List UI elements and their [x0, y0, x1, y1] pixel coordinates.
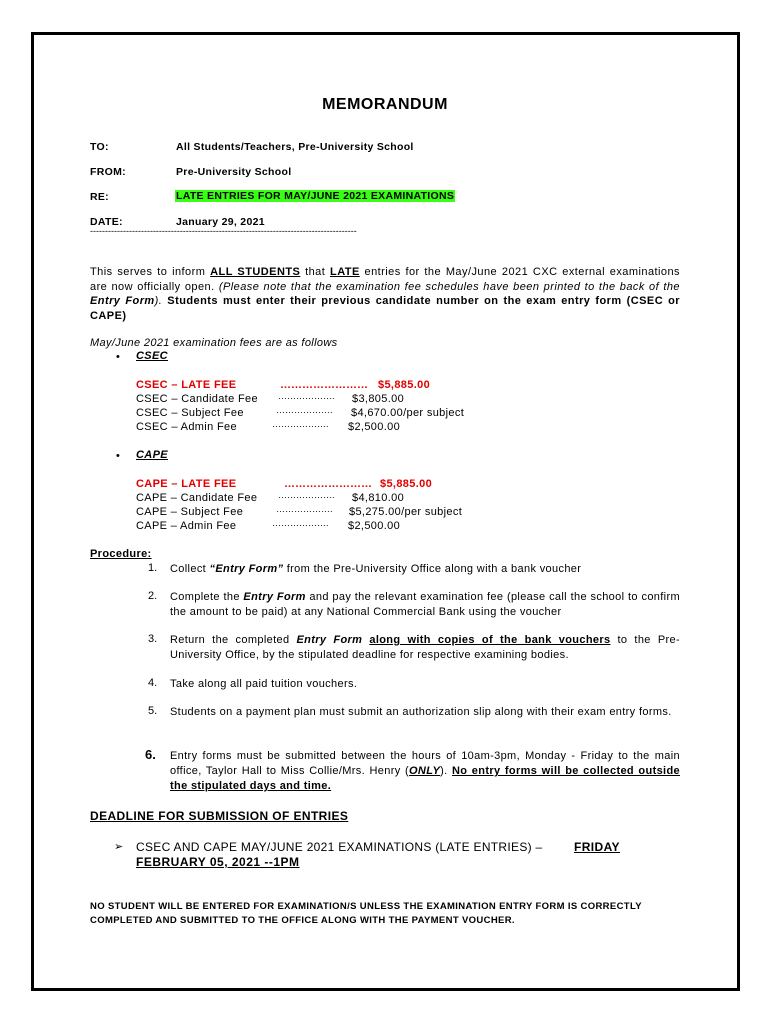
arrow-bullet-icon: ➢: [114, 841, 124, 853]
re-label: RE:: [90, 191, 109, 203]
step-4: Take along all paid tuition vouchers.: [170, 678, 358, 690]
header-rule: -----------------------------------------------------------------------------------------: [90, 226, 357, 236]
bullet-icon: •: [116, 450, 120, 462]
csec-candidate-dots: ……………….: [278, 391, 335, 401]
step-collection-notice: No entry forms will be collected outside the stipulated days and time.: [170, 765, 680, 792]
intro-text: This serves to inform: [90, 266, 211, 278]
step-1: [170, 562, 680, 577]
intro-paragraph: [90, 265, 680, 323]
deadline-date: FEBRUARY 05, 2021 --1PM: [136, 855, 300, 869]
intro-entry-form: Entry Form: [90, 295, 155, 307]
intro-text: entries for the May/June 2021 CXC external examinations are now officially open.: [90, 266, 681, 293]
step-2: [170, 590, 680, 620]
cape-candidate-label: CAPE – Candidate Fee: [136, 492, 258, 504]
cape-admin-value: $2,500.00: [348, 520, 401, 532]
footer-notice: NO STUDENT WILL BE ENTERED FOR EXAMINATION/S UNLESS THE EXAMINATION ENTRY FORM IS CORRECTLY COMPLETED AND SUBMITTED TO THE OFFICE ALONG WITH THE PAYMENT VOUCHER.: [90, 901, 642, 926]
cape-subject-value: $5,275.00/per subject: [349, 506, 463, 518]
step-number: 1.: [148, 562, 158, 574]
csec-late-value: $5,885.00: [378, 379, 431, 391]
intro-note: (Please note that the examination fee schedules have been printed to the back of the: [218, 280, 680, 293]
step-number: 2.: [148, 590, 158, 602]
intro-note-end: ).: [154, 295, 163, 307]
cape-subject-label: CAPE – Subject Fee: [136, 506, 244, 518]
step-only: ONLY: [409, 765, 441, 777]
intro-late: LATE: [330, 266, 360, 278]
procedure-heading: Procedure:: [90, 548, 152, 560]
csec-late-dots: ……………………: [280, 379, 368, 391]
csec-heading: CSEC: [136, 350, 168, 362]
step-bank-vouchers: along with copies of the bank vouchers: [369, 634, 611, 646]
csec-admin-value: $2,500.00: [348, 421, 401, 433]
to-label: TO:: [90, 141, 109, 153]
step-text: ).: [440, 765, 453, 777]
from-value: Pre-University School: [176, 166, 292, 178]
to-value: All Students/Teachers, Pre-University School: [176, 141, 414, 153]
cape-late-value: $5,885.00: [380, 478, 433, 490]
fees-intro: May/June 2021 examination fees are as follows: [90, 337, 338, 349]
step-text: Entry forms must be submitted between the hours of 10am-3pm, Monday - Friday to the main office, Taylor Hall to Miss Collie/Mrs. Henry (: [170, 750, 680, 777]
deadline-day: FRIDAY: [574, 840, 620, 854]
step-number: 6.: [145, 747, 156, 762]
date-value: January 29, 2021: [176, 216, 265, 228]
step-text: and pay the relevant examination fee (please call the school to confirm the amount to be paid) at any National Commercial Bank using the voucher: [170, 591, 680, 618]
csec-candidate-label: CSEC – Candidate Fee: [136, 393, 258, 405]
csec-subject-value: $4,670.00/per subject: [351, 407, 465, 419]
step-number: 5.: [148, 705, 158, 717]
csec-admin-label: CSEC – Admin Fee: [136, 421, 237, 433]
step-text: to the Pre-University Office, by the stipulated deadline for respective examining bodies.: [170, 634, 680, 661]
cape-late-label: CAPE – LATE FEE: [136, 478, 237, 490]
csec-candidate-value: $3,805.00: [352, 393, 405, 405]
from-label: FROM:: [90, 166, 126, 178]
memo-title: MEMORANDUM: [322, 96, 448, 113]
cape-heading: CAPE: [136, 449, 168, 461]
deadline-text: CSEC AND CAPE MAY/JUNE 2021 EXAMINATIONS (LATE ENTRIES) –: [136, 840, 543, 854]
intro-all-students: ALL STUDENTS: [210, 266, 301, 278]
step-text: from the Pre-University Office along with a bank voucher: [283, 563, 582, 575]
cape-admin-dots: ……………….: [272, 518, 329, 528]
step-number: 4.: [148, 677, 158, 689]
cape-candidate-dots: ……………….: [278, 490, 335, 500]
intro-candidate-number: Students must enter their previous candidate number on the exam entry form (CSEC or CAPE): [90, 295, 680, 322]
cape-subject-dots: ……………….: [276, 504, 333, 514]
step-entry-form: Entry Form: [243, 591, 306, 603]
bullet-icon: •: [116, 351, 120, 363]
step-entry-form: Entry Form: [296, 634, 363, 646]
step-text: Collect: [170, 563, 210, 575]
csec-subject-dots: ……………….: [276, 405, 333, 415]
deadline-heading: DEADLINE FOR SUBMISSION OF ENTRIES: [90, 809, 349, 823]
cape-admin-label: CAPE – Admin Fee: [136, 520, 237, 532]
re-value: LATE ENTRIES FOR MAY/JUNE 2021 EXAMINATIONS: [176, 190, 455, 202]
cape-candidate-value: $4,810.00: [352, 492, 405, 504]
cape-late-dots: ……………………: [284, 478, 372, 490]
step-6: [170, 749, 680, 794]
date-label: DATE:: [90, 216, 123, 228]
step-text: Complete the: [170, 591, 244, 603]
csec-late-label: CSEC – LATE FEE: [136, 379, 237, 391]
csec-admin-dots: ……………….: [272, 419, 329, 429]
step-3: [170, 633, 680, 663]
step-5: Students on a payment plan must submit an authorization slip along with their exam entry forms.: [170, 706, 672, 718]
intro-text: that: [300, 266, 331, 278]
csec-subject-label: CSEC – Subject Fee: [136, 407, 244, 419]
step-number: 3.: [148, 633, 158, 645]
step-entry-form: “Entry Form”: [209, 563, 284, 575]
step-text: Return the completed: [170, 634, 297, 646]
